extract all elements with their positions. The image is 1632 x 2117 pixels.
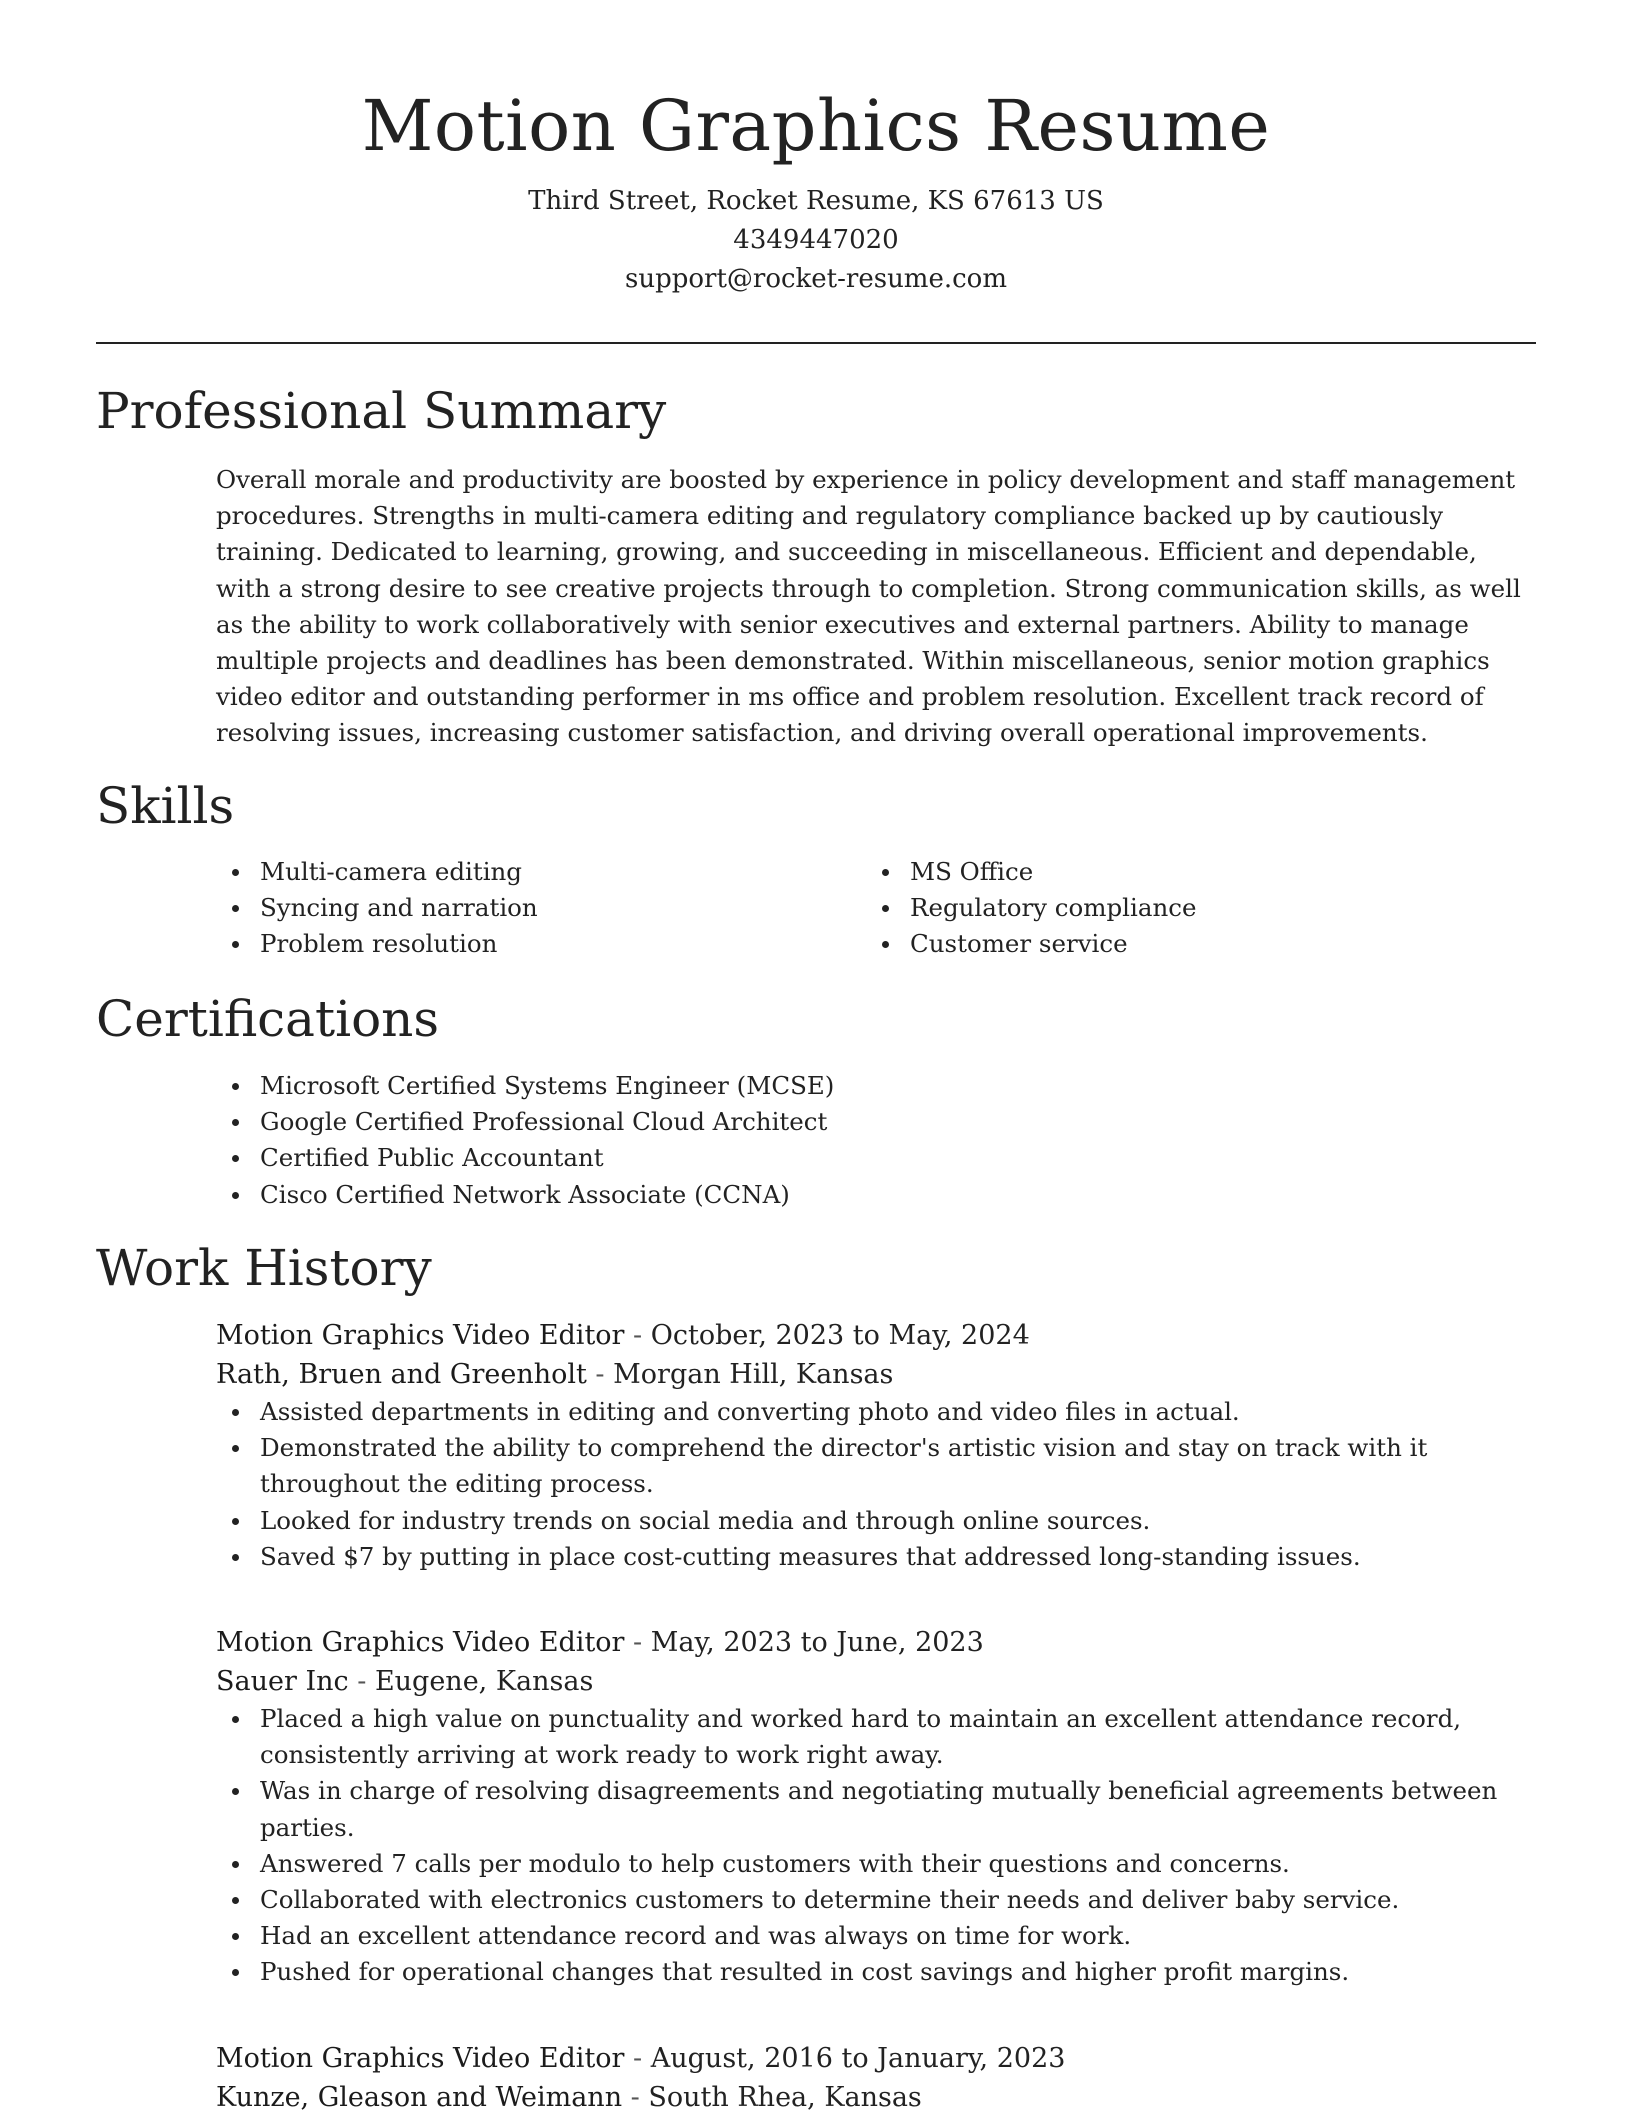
job-duty-item: Demonstrated the ability to comprehend the director's artistic vision and stay on track with it throughout the editing process.	[216, 1430, 1536, 1502]
skills-list-right	[866, 854, 1486, 963]
job-employer-line	[216, 1355, 1536, 1394]
job-role: Motion Graphics Video Editor	[216, 1320, 625, 1351]
certifications-heading: Certifications	[96, 990, 440, 1048]
header-divider	[96, 342, 1536, 344]
certification-item: Cisco Certified Network Associate (CCNA)	[216, 1177, 1536, 1213]
skills-column-right	[866, 854, 1486, 963]
job-duties-list	[216, 1701, 1536, 1991]
job-duty-item: Looked for industry trends on social media and through online sources.	[216, 1503, 1536, 1539]
resume-header	[0, 84, 1632, 299]
skills-heading: Skills	[96, 777, 235, 835]
skill-item: Syncing and narration	[216, 890, 836, 926]
job-separator: -	[622, 2082, 649, 2113]
skill-item: MS Office	[866, 854, 1486, 890]
job-location: South Rhea, Kansas	[648, 2082, 922, 2113]
job-separator: -	[624, 1627, 651, 1658]
job-role: Motion Graphics Video Editor	[216, 2043, 625, 2074]
job-duty-item: Saved $7 by putting in place cost-cutting measures that addressed long-standing issues.	[216, 1539, 1536, 1575]
skills-list-left	[216, 854, 836, 963]
job-duty-item: Was in charge of resolving disagreements and negotiating mutually beneficial agreements between parties.	[216, 1773, 1536, 1845]
skill-item: Regulatory compliance	[866, 890, 1486, 926]
job-employer-line	[216, 1662, 1536, 1701]
skill-item: Problem resolution	[216, 926, 836, 962]
job-location: Eugene, Kansas	[374, 1666, 594, 1697]
contact-phone: 4349447020	[733, 225, 899, 255]
job-employer: Kunze, Gleason and Weimann	[216, 2082, 623, 2113]
job-duty-item: Had an excellent attendance record and was always on time for work.	[216, 1918, 1536, 1954]
job-duty-item: Placed a high value on punctuality and worked hard to maintain an excellent attendance record, consistently arriving at work ready to work right away.	[216, 1701, 1536, 1773]
job-employer-line	[216, 2078, 1536, 2117]
certifications-list	[216, 1068, 1536, 1213]
certification-item: Microsoft Certified Systems Engineer (MCSE)	[216, 1068, 1536, 1104]
certification-item: Google Certified Professional Cloud Architect	[216, 1104, 1536, 1140]
work-history-heading: Work History	[96, 1239, 432, 1297]
certification-item: Certified Public Accountant	[216, 1140, 1536, 1176]
job-dates: August, 2016 to January, 2023	[650, 2043, 1066, 2074]
job-duty-item: Collaborated with electronics customers to determine their needs and deliver baby service.	[216, 1882, 1536, 1918]
job-employer: Sauer Inc	[216, 1666, 349, 1697]
job-title-line	[216, 2039, 1536, 2078]
summary-text: Overall morale and productivity are boosted by experience in policy development and staff management procedures. Strengths in multi-camera editing and regulatory compliance backed up by cautiously training. Dedicated to learning, growing, and succeeding in miscellaneous. Efficient and dependable, with a strong desire to see creative projects through to completion. Strong communication skills, as well as the ability to work collaboratively with senior executives and external partners. Ability to manage multiple projects and deadlines has been demonstrated. Within miscellaneous, senior motion graphics video editor and outstanding performer in ms office and problem resolution. Excellent track record of resolving issues, increasing customer satisfaction, and driving overall operational improvements.	[216, 465, 1521, 748]
job-role: Motion Graphics Video Editor	[216, 1627, 625, 1658]
job-duty-item: Assisted departments in editing and converting photo and video files in actual.	[216, 1394, 1536, 1430]
job-separator: -	[624, 2043, 651, 2074]
skill-item: Customer service	[866, 926, 1486, 962]
skills-column-left	[216, 854, 836, 963]
job-duties-list	[216, 1394, 1536, 1575]
job-entry	[216, 1623, 1536, 1991]
job-duty-item: Answered 7 calls per modulo to help customers with their questions and concerns.	[216, 1846, 1536, 1882]
certifications-block	[216, 1068, 1536, 1213]
job-separator: -	[624, 1320, 651, 1351]
job-location: Morgan Hill, Kansas	[613, 1359, 894, 1390]
contact-address: Third Street, Rocket Resume, KS 67613 US	[528, 186, 1104, 216]
job-duty-item: Pushed for operational changes that resulted in cost savings and higher profit margins.	[216, 1954, 1536, 1990]
job-dates: May, 2023 to June, 2023	[650, 1627, 984, 1658]
summary-heading: Professional Summary	[96, 382, 667, 440]
job-separator: -	[348, 1666, 375, 1697]
skill-item: Multi-camera editing	[216, 854, 836, 890]
job-entry	[216, 2039, 1536, 2117]
job-dates: October, 2023 to May, 2024	[650, 1320, 1030, 1351]
resume-name: Motion Graphics Resume	[361, 85, 1271, 167]
contact-email: support@rocket-resume.com	[624, 264, 1007, 294]
job-separator: -	[586, 1359, 614, 1390]
job-title-line	[216, 1316, 1536, 1355]
job-title-line	[216, 1623, 1536, 1662]
job-entry	[216, 1316, 1536, 1575]
contact-block	[0, 182, 1632, 299]
job-employer: Rath, Bruen and Greenholt	[216, 1359, 587, 1390]
